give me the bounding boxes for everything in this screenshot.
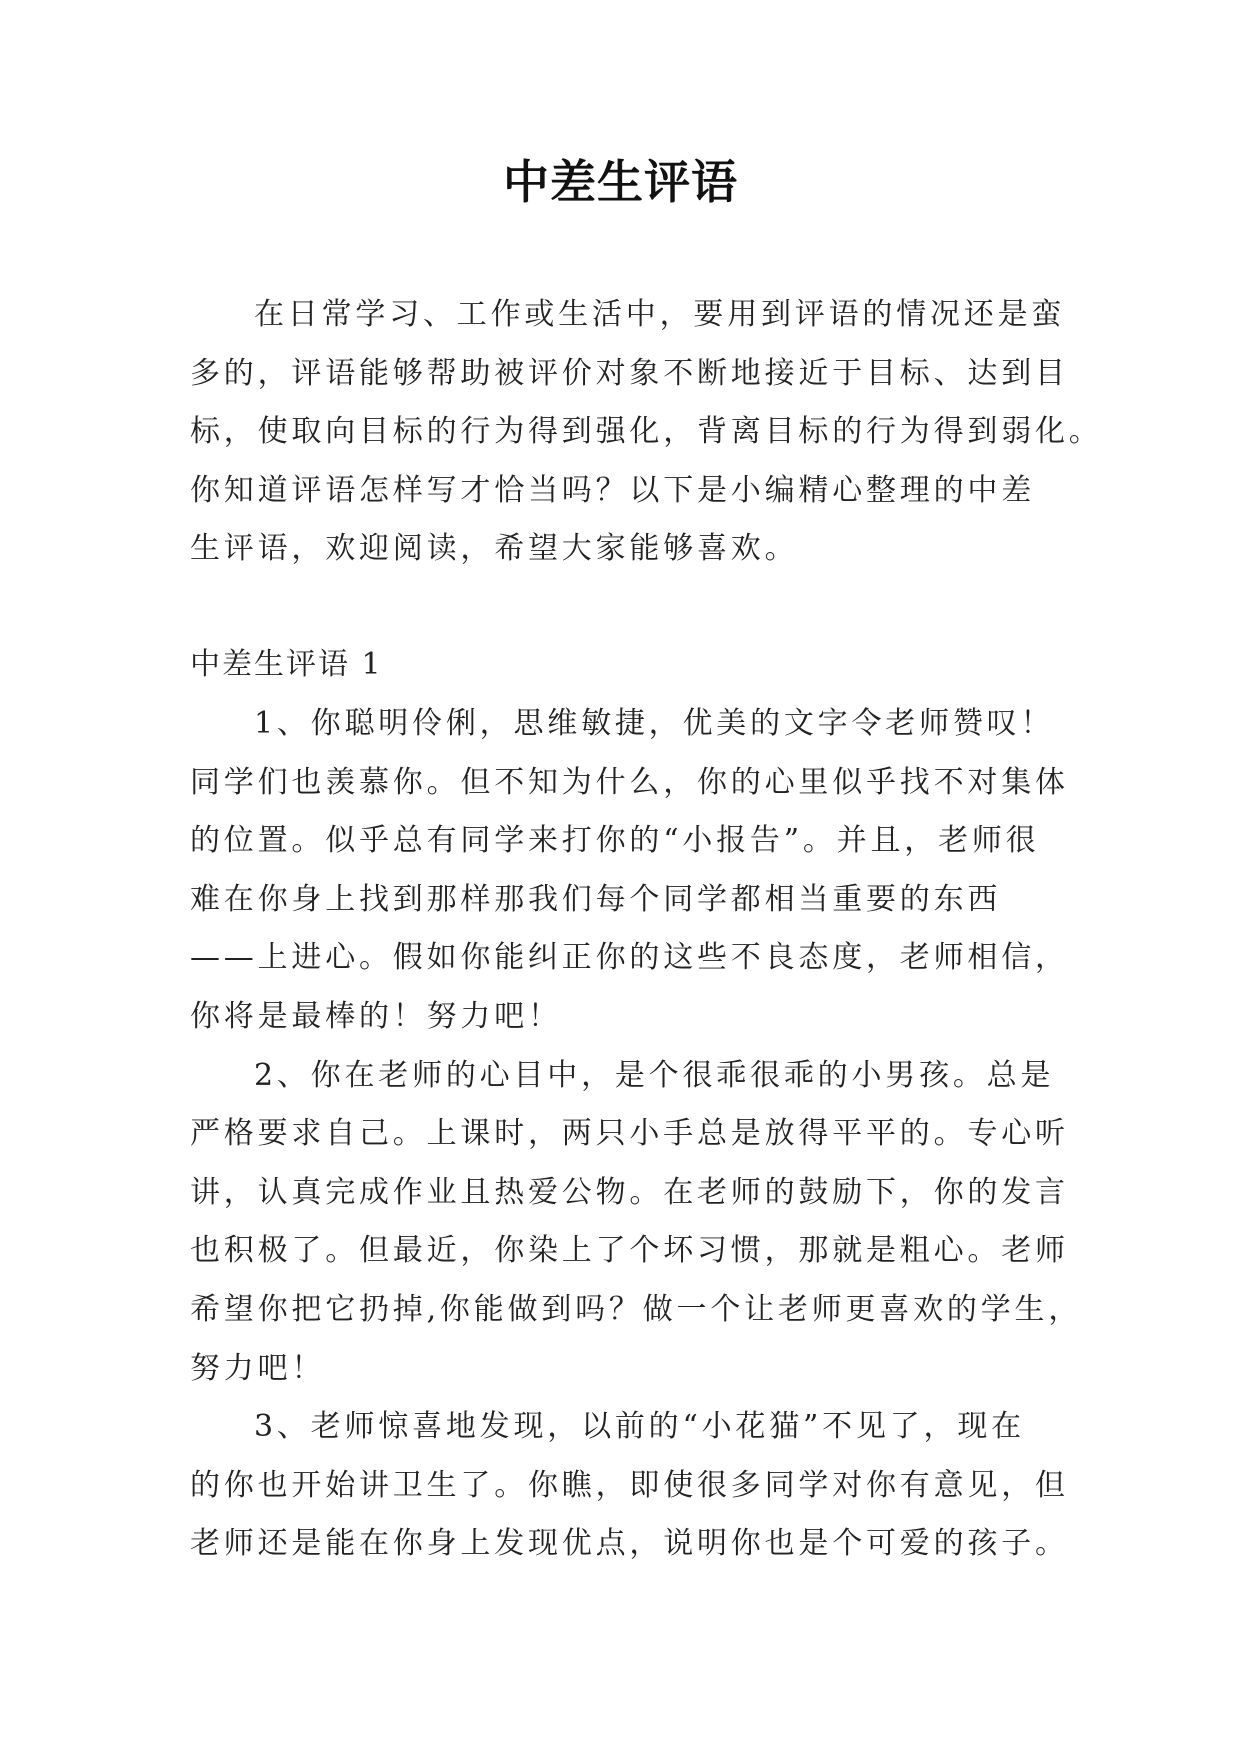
comment-item-2	[190, 1047, 1083, 1399]
intro-line: 标，使取向目标的行为得到强化，背离目标的行为得到弱化。	[190, 414, 1103, 450]
comment-line: 老师还是能在你身上发现优点，说明你也是个可爱的孩子。	[190, 1526, 1069, 1562]
section-heading: 中差生评语 1	[190, 647, 383, 682]
comment-line: ——上进心。假如你能纠正你的这些不良态度，老师相信，	[190, 940, 1069, 976]
intro-line: 生评语，欢迎阅读，希望大家能够喜欢。	[190, 531, 799, 567]
comment-line: 希望你把它扔掉,你能做到吗？做一个让老师更喜欢的学生，	[190, 1291, 1083, 1327]
document-title: 中差生评语	[503, 155, 738, 209]
comment-line: 你将是最棒的！努力吧！	[190, 998, 562, 1034]
intro-line: 多的，评语能够帮助被评价对象不断地接近于目标、达到目	[190, 355, 1069, 391]
intro-paragraph	[190, 286, 1103, 579]
comment-line: 1、你聪明伶俐，思维敏捷，优美的文字令老师赞叹！	[254, 706, 1055, 741]
intro-line: 你知道评语怎样写才恰当吗？以下是小编精心整理的中差	[190, 472, 1035, 508]
comment-line: 严格要求自己。上课时，两只小手总是放得平平的。专心听	[190, 1116, 1069, 1152]
comment-item-1	[190, 695, 1069, 1047]
comment-list	[190, 695, 1083, 1574]
comment-line: 讲，认真完成作业且热爱公物。在老师的鼓励下，你的发言	[190, 1174, 1069, 1210]
comment-line: 努力吧！	[190, 1350, 326, 1386]
comment-line: 也积极了。但最近，你染上了个坏习惯，那就是粗心。老师	[190, 1233, 1069, 1269]
comment-line: 3、老师惊喜地发现，以前的“小花猫”不见了，现在	[254, 1409, 1025, 1445]
comment-item-3	[190, 1398, 1069, 1574]
comment-line: 同学们也羡慕你。但不知为什么，你的心里似乎找不对集体	[190, 764, 1069, 800]
comment-line: 的你也开始讲卫生了。你瞧，即使很多同学对你有意见，但	[190, 1467, 1069, 1503]
comment-line: 难在你身上找到那样那我们每个同学都相当重要的东西	[190, 881, 1002, 917]
comment-line: 2、你在老师的心目中，是个很乖很乖的小男孩。总是	[254, 1057, 1055, 1093]
intro-line: 在日常学习、工作或生活中，要用到评语的情况还是蛮	[254, 297, 1066, 332]
comment-line: 的位置。似乎总有同学来打你的“小报告”。并且，老师很	[190, 823, 1040, 859]
